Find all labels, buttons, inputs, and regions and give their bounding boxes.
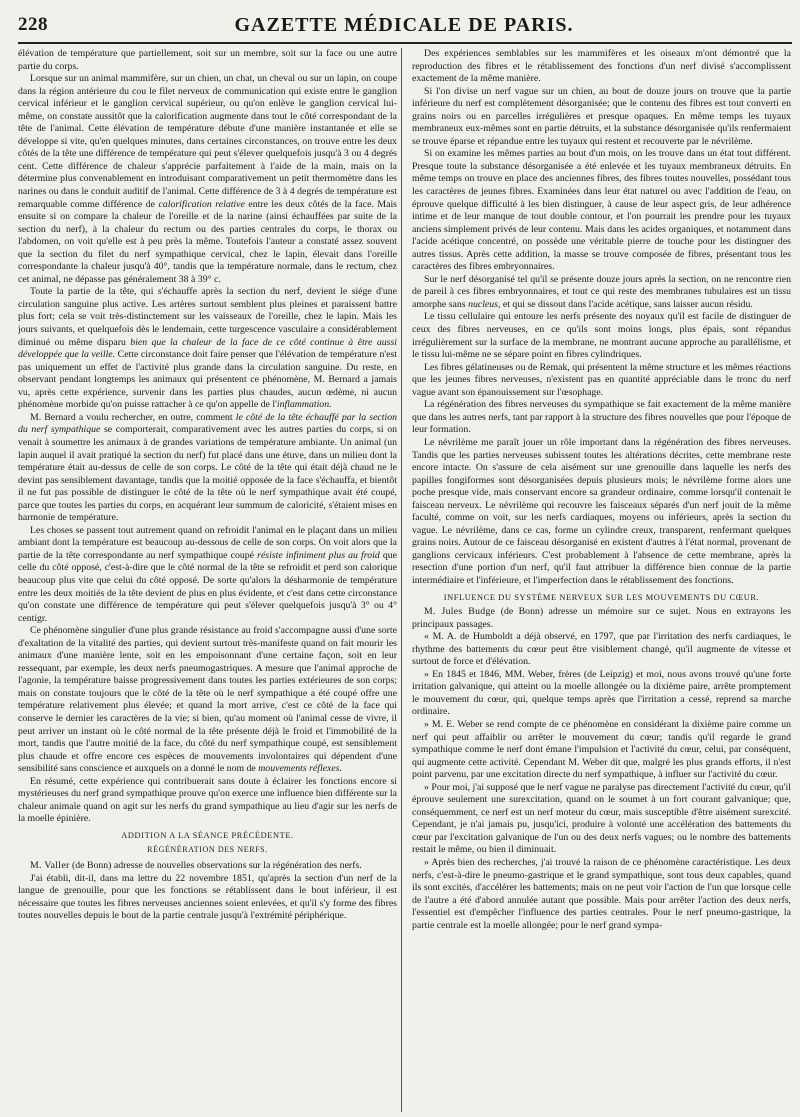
right-column: [412, 48, 791, 1114]
paragraph: Sur le nerf désorganisé tel qu'il se présente douze jours après la section, on ne rencontre rien de pareil à ces fibres embryonnaires, et tout ce qui reste des membranes tubulaires est un tissu amorphe sans nucleus, et qui se dissout dans l'acide acétique, sans laisser aucun résidu.: [412, 273, 791, 310]
quote-paragraph: « M. A. de Humboldt a déjà observé, en 1797, que par l'irritation des nerfs cardiaques, le rhythme des battements du cœur peut être visiblement changé, qu'il augmente de vitesse et surtout de force et d'élévation.: [412, 631, 791, 668]
paragraph: La régénération des fibres nerveuses du sympathique se fait exactement de la même manière que dans les autres nerfs, tant par rapport à la structure des fibres nouvelles que pour l'époque de leur formation.: [412, 399, 791, 436]
paragraph: Ce phénomène singulier d'une plus grande résistance au froid s'accompagne aussi d'une sorte d'exaltation de la vitalité des parties, qui devient surtout très-manifeste quand on fait mourir les animaux d'une manière lente, soit en les empoisonnant d'une certaine façon, soit en leur ressequant, par exemple, les deux nerfs pneumogastriques. A mesure que l'animal approche de l'agonie, la température baisse progressivement dans toutes les parties extérieures de son corps; mais on constate toujours que le côté de la tête où le nerf sympathique a été coupé offre une température relativement plus élevée; et quand la mort arrive, c'est ce côté de la face qui conserve le dernier les caractères de la vie; si bien, qu'au moment où l'animal cesse de vivre, il peut arriver un instant où le côté normal de la tête présente déjà le froid et l'immobilité de la mort, tandis que l'autre moitié de la face, du côté du nerf sympathique coupé, est sensiblement plus chaude et offre encore ces espèces de mouvements involontaires qui dépendent d'une sensibilité sans conscience et auxquels on a donné le nom de mouvements réflexes.: [18, 625, 397, 775]
paragraph: Des expériences semblables sur les mammifères et les oiseaux m'ont démontré que la reproduction des fibres et le rétablissement des fonctions d'un nerf divisé s'accomplissent exactement de la même manière.: [412, 48, 791, 85]
header-rule: [18, 42, 792, 44]
page-header: [18, 14, 790, 38]
author-name: M. Valler: [30, 860, 70, 871]
section-heading-regeneration: RÉGÉNÉRATION DES NERFS.: [147, 845, 268, 855]
paragraph: En résumé, cette expérience qui contribuerait sans doute à éclairer les fonctions encore si mystérieuses du nerf grand sympathique prouve qu'on exerce une influence bien différente sur la chaleur animale quand on agit sur les nerfs du grand sympathique au lieu d'agir sur les nerfs de la moelle épinière.: [18, 775, 397, 825]
column-divider: [401, 48, 402, 1112]
paragraph: M. Jules Budge (de Bonn) adresse un mémoire sur ce sujet. Nous en extrayons les principaux passages.: [412, 606, 791, 630]
paragraph: J'ai établi, dit-il, dans ma lettre du 22 novembre 1851, qu'après la section d'un nerf de la langue de grenouille, pour que les fonctions se rétablissent dans le bout inférieur, il est nécessaire que toutes les fibres nerveuses anciennes soient enlevées, et qu'il s'y forme des fibres toutes nouvelles depuis le bout de la partie centrale jusqu'à l'extrémité périphérique.: [18, 872, 397, 922]
section-heading-influence: INFLUENCE DU SYSTÈME NERVEUX SUR LES MOUVEMENTS DU CŒUR.: [443, 592, 760, 602]
journal-title: GAZETTE MÉDICALE DE PARIS.: [234, 14, 574, 36]
section-heading-addition: ADDITION A LA SÉANCE PRÉCÉDENTE.: [121, 830, 294, 840]
paragraph: Lorsque sur un animal mammifère, sur un chien, un chat, un cheval ou sur un lapin, on coupe dans la région antérieure du cou le filet nerveux de communication qui existe entre le ganglion cervical inférieur et le ganglion cervical supérieur, ou qu'on enlève le ganglion cervical lui-même, on constate aussitôt que la calorification augmente dans tout le côté correspondant de la tête de l'animal. Cette élévation de température débute d'une manière instantanée et elle se développe si vite, qu'en quelques minutes, dans certaines circonstances, on trouve entre les deux côtés de la tête une différence de température qui peut s'élever quelquefois jusqu'à 3 ou 4 degrés cent. Cette différence de chaleur s'apprécie parfaitement à l'aide de la main, mais on la détermine plus convenablement en introduisant comparativement un petit thermomètre dans les narines ou dans le conduit auditif de l'animal. Cette différence de 3 à 4 degrés de température est remarquable comme différence de calorification relative entre les deux côtés de la face. Mais ensuite si on compare la chaleur de l'oreille et de la narine (ainsi échauffées par suite de la section du nerf), à la chaleur du rectum ou des parties centrales du corps, le thorax ou l'abdomen, on voit qu'elle est à peu près la même. Toutefois l'auteur a constaté assez souvent que la section du filet du nerf sympathique cervical, chez le lapin, élevait dans l'oreille correspondante la chaleur jusqu'à 40°, tandis que la température normale, dans le rectum, chez cet animal, ne dépasse pas généralement 38 à 39° c.: [18, 73, 397, 285]
paragraph: Si l'on divise un nerf vague sur un chien, au bout de douze jours on trouve que la partie inférieure du nerf est complètement désorganisée; que le contenu des fibres est tout converti en grains noirs ou en parcelles irrégulières et presque opaques. En même temps les tuyaux membraneux eux-mêmes sont en partie détruits, et la substance désorganisée qu'ils renfermaient se trouve éparse et répandue entre les tuyaux qui restent et recouverte par le névrilème.: [412, 85, 791, 147]
quote-paragraph: » Pour moi, j'ai supposé que le nerf vague ne paralyse pas directement l'activité du cœur, qu'il éprouve seulement une surexcitation, quand on le soumet à un fort courant galvanique; que, conséquemment, ce nerf est un nerf moteur du cœur, mais susceptible d'être aisément surexcité. Cependant, je n'ai jamais pu, jusqu'ici, produire à volonté une accélération des battements du cœur par l'excitation galvanique de l'un ou des deux nerfs vagues; ou le nombre des battements restait le même, ou bien il diminuait.: [412, 781, 791, 856]
paragraph: Les fibres gélatineuses ou de Remak, qui présentent la même structure et les mêmes réactions que les jeunes fibres nerveuses, n'existent pas en quantité appréciable dans le tronc du nerf vague avant son épanouissement sur l'œsophage.: [412, 361, 791, 398]
paragraph: Toute la partie de la tête, qui s'échauffe après la section du nerf, devient le siége d'une circulation sanguine plus active. Les artères surtout semblent plus pleines et paraissent battre plus fort; cela se voit très-distinctement sur les vaisseaux de l'oreille, chez le lapin. Mais les jours suivants, et quelquefois dès le lendemain, cette turgescence vasculaire a considérablement diminué ou même disparu bien que la chaleur de la face de ce côté continue à être aussi développée que la veille. Cette circonstance doit faire penser que l'élévation de température n'est pas uniquement un effet de l'activité plus grande dans la circulation sanguine. Du reste, en observant pendant longtemps les animaux qui présentent ce phénomène, M. Bernard a jamais vu, après cette expérience, survenir dans les parties plus chaudes, aucun œdème, ni aucun phénomène morbide qu'on puisse rattacher à ce qu'on appelle de l'inflammation.: [18, 286, 397, 411]
paragraph: élévation de température que partiellement, soit sur un membre, soit sur la face ou une autre partie du corps.: [18, 48, 397, 72]
author-name: M. Jules Budge: [424, 606, 496, 618]
paragraph: M. Bernard a voulu rechercher, en outre, comment le côté de la tête échauffé par la section du nerf sympathique se comporterait, comparativement avec les autres parties du corps, si on venait à soumettre les animaux à de grandes variations de température ambiante. Un animal (un lapin auquel il avait pratiqué la section du nerf) fut placé dans une étuve, dans un milieu dont la température était au-dessus de celle de son corps. Le côté de la tête qui était déjà chaud ne le devint pas sensiblement davantage, tandis que la moitié opposée de la face s'échauffa, et bientôt il ne fut pas possible de distinguer le côté de la tête où le nerf sympathique avait été coupé, parce que toutes les parties du corps, en acquérant leur summum de caloricité, s'étaient mises en harmonie de température.: [18, 411, 397, 524]
paragraph: Le tissu cellulaire qui entoure les nerfs présente des noyaux qu'il est facile de distinguer de ceux des fibres nerveuses, en ce qu'ils sont moins longs, plus épais, sont répandus irrégulièrement sur la surface de la membrane, ne montrant aucune approche au parallélisme, et le tissu lui-même ne se sépare point en fibres cylindriques.: [412, 311, 791, 361]
page-number: 228: [18, 14, 48, 35]
quote-paragraph: » M. E. Weber se rend compte de ce phénomène en considérant la dixième paire comme un nerf qui peut affaiblir ou arrêter le mouvement du cœur; tandis qu'il regarde le grand sympathique comme le nerf dont émane l'impulsion et l'activité du cœur, celui, par conséquent, qui augmente cette activité. Cependant M. Weber dit que, malgré les plus grands efforts, il n'est point parvenu, par une excitation directe du nerf sympathique, à influer sur l'activité du cœur.: [412, 718, 791, 781]
paragraph: Les choses se passent tout autrement quand on refroidit l'animal en le plaçant dans un milieu ambiant dont la température est beaucoup au-dessous de celle de son corps. On voit alors que la partie de la tête correspondante au nerf sympathique coupé résiste infiniment plus au froid que celle du côté opposé, c'est-à-dire que le côté normal de la tête se refroidit et perd son calorique beaucoup plus vite que celui du côté opposé. De sorte qu'alors la désharmonie de température entre les deux moitiés de la tête devient de plus en plus évidente, et c'est dans cette circonstance qu'on constate une différence de température qui peut s'élever quelquefois jusqu'à 3° ou 4° centigr.: [18, 524, 397, 624]
paragraph: Le névrilème me paraît jouer un rôle important dans la régénération des fibres nerveuses. Tandis que les parties nerveuses subissent toutes les altérations décrites, cette membrane reste encore intacte. On s'assure de cela aisément sur une grenouille dans laquelle les nerfs des papilles fongiformes sont désorganisées depuis plusieurs mois; le névrilème forme alors une poche presque vide, mais conservant encore sa grandeur ordinaire, comme lorsqu'il contenait le faisceau nerveux. Le névrilème qui recouvre les faisceaux séparés d'un nerf jouit de la même faculté, comme on voit, sur les nerfs cardiaques, moyens ou inférieurs, après la section du vague. Le névrilème, dans ce cas, forme un cylindre creux, transparent, renfermant quelques grains noirs. Autour de ce faisceau désorganisé en existent d'autres à l'état normal, provenant de ganglions cervicaux inférieurs. C'est probablement à l'absence de cette membrane, après la resection d'une portion d'un nerf, qu'il faut attribuer la différence bien connue de la partie intermédiaire et l'inférieure, et l'imperfection dans le rétablissement des fonctions.: [412, 436, 791, 586]
paragraph: Si on examine les mêmes parties au bout d'un mois, on les trouve dans un état tout différent. Presque toute la substance désorganisée a été enlevée et les tuyaux membraneux détruits. En même temps on trouve en place des anciennes fibres, des fibres toutes nouvelles, possédant tous les caractères de jeunes fibres. Examinées dans leur état naturel ou avec l'addition de l'eau, on éprouve quelque difficulté à les bien distinguer, à cause de leur aspect gris, de leur adhérence intime et de leur manque de tout double contour, et l'on pourrait les prendre pour les tuyaux anciens simplement privés de leur contenu. Mais dans les acides organiques, et notamment dans l'acide acétique concentré, on possède une véritable pierre de touche pour les distinguer des autres tissus. Après cette addition, la masse se trouve composée de fibres, présentant tous les caractères des fibres embryonnaires.: [412, 148, 791, 273]
paragraph: M. Valler (de Bonn) adresse de nouvelles observations sur la régénération des nerfs.: [30, 860, 362, 871]
quote-paragraph: » En 1845 et 1846, MM. Weber, frères (de Leipzig) et moi, nous avons trouvé qu'une forte irritation galvanique, qui atteint ou la moelle allongée ou la dixième paire, arrête promptement le mouvement du cœur, qui, quelque temps après que l'irritation a cessé, reprend sa marche ordinaire.: [412, 668, 791, 718]
quote-paragraph: » Après bien des recherches, j'ai trouvé la raison de ce phénomène caractéristique. Les deux nerfs, c'est-à-dire le pneumo-gastrique et le grand sympathique, sont tous deux capables, quand ils sont excités, d'accélérer les battements; mais on ne peut voir l'action de l'un que lorsque celle de l'autre a été d'abord annulée autant que possible. Mais pour arrêter l'action des deux nerfs, l'essentiel est d'empêcher l'influence des parties centrales. Pour le nerf pneumo-gastrique, la partie centrale est la moelle allongée; pour le nerf grand sympa-: [412, 857, 791, 931]
left-column: [18, 48, 397, 1114]
